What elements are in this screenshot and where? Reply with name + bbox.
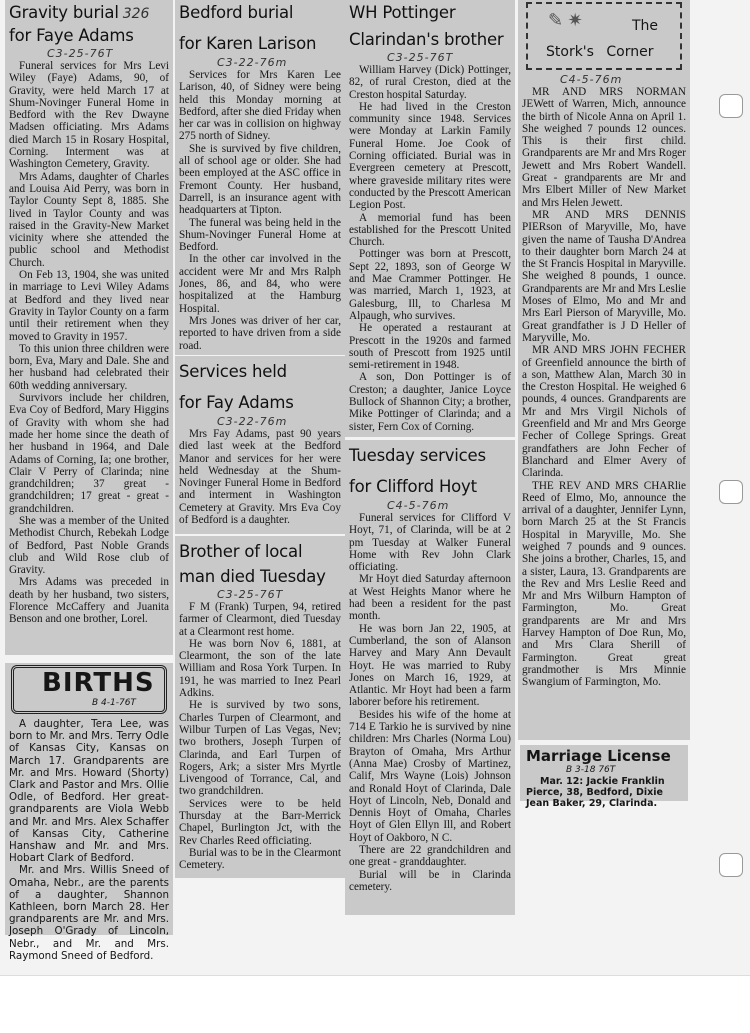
article-body [179, 428, 341, 526]
paragraph: Mr. and Mrs. Willis Sneed of Omaha, Nebr., are the parents of a daughter, Shannon Kathleen, born March 28. Her grandparents are Mr. and Mrs. Joseph O'Grady of Lincoln, Nebr., and Mr. and Mrs. Raymond Sneed of Bedford. [9, 864, 169, 962]
paragraph: Burial was to be in the Clearmont Cemetery. [179, 846, 341, 872]
article-faye-adams-burial [5, 0, 173, 655]
paragraph: He was born Nov 6, 1881, at Clearmont, the son of the late William and Rosa York Turpen. In 191, he was married to Inez Pearl Adkins. [179, 637, 341, 700]
paragraph: Mrs Jones was driver of her car, reported to have driven from a side road. [179, 314, 341, 352]
headline-line: Clarindan's brother [349, 30, 504, 49]
headline-line: for Faye Adams [9, 26, 134, 45]
paragraph: He is survived by two sons, Charles Turpen of Clearmont, and Wilbur Turpen of Las Vegas, Nev; two brothers, Joseph Turpen of Clarinda, and Earl Turpen of Rogers, Ark; a sister Mrs Myrtle Livengood of Torrance, Cal, and two grandchildren. [179, 699, 341, 798]
handwritten-date: C3-25-76T [217, 588, 284, 601]
article-body [179, 69, 341, 352]
births-banner [11, 665, 167, 714]
paragraph: MR AND MRS DENNIS PIERson of Maryville, Mo, have given the name of Tausha D'Andrea to their daughter born March 24 at the St Francis Hospital in Maryville. She weighed 8 pounds, 1 ounce. Grandparents are Mr and Mrs Leslie Moses of Elmo, Mo and Mr and Mrs Earl Pierson of Maryville, Mo. Great grandfather is J D Heller of Maryville, Mo. [522, 208, 686, 344]
article-body [522, 86, 686, 689]
paragraph: In the other car involved in the accident were Mr and Mrs Ralph Jones, 86, and 84, who were hospitalized at the Hamburg Hospital. [179, 253, 341, 315]
paragraph: Besides his wife of the home at 714 E Tarkio he is survived by nine children: Mrs Charles (Norma Lou) Brayton of Omaha, Mrs Arthur (Anna Mae) Crosby of Martinez, Calif, Mrs Wayne (Lois) Johnson and Ronald Hoyt of Clarinda, Dale Hoyt of Lincoln, Neb, Donald and Dennis Hoyt of Omaha, Charles Hoyt of Glen Ellyn Ill, and Robert Hoyt of Oakboro, N C. [349, 708, 511, 844]
births-title: BIRTHS [42, 668, 155, 698]
paragraph: Services for Mrs Karen Lee Larison, 40, of Sidney were being held this Monday morning at Bedford, after she died Friday when her car was in collision on highway 275 north of Sidney. [179, 69, 341, 143]
paragraph: Survivors include her children, Eva Coy of Bedford, Mary Higgins of Gravity with whom she had made her home since the death of her husband in 1964, and Dale Adams of Corning, Ia; one brother, Clair V Perry of Clarinda; nine grandchildren; 37 great - grandchildren; 17 great - great - grandchildren. [9, 392, 169, 515]
paragraph: She was a member of the United Methodist Church, Rebekah Lodge of Bedford, Past Noble Grands club and Wild Rose club of Gravity. [9, 514, 169, 577]
paragraph: He was born Jan 22, 1905, at Cumberland, the son of Alanson Harvey and Mary Ann Devault Hoyt. He was married to Ruby Jones on March 16, 1929, at Atlantic. Mr Hoyt had been a farm laborer before his retirement. [349, 622, 511, 709]
paragraph: He had lived in the Creston community since 1948. Services were Monday at Larkin Family Funeral Home. Joe Cook of Corning officiated. Burial was in Evergreen cemetery at Prescott, where graveside military rites were conducted by the Prescott American Legion Post. [349, 100, 511, 212]
paragraph: Services were to be held Thursday at the Barr-Merrick Chapel, Burlington Jct, with the Rev Charles Reed officiating. [179, 797, 341, 847]
paragraph: She is survived by five children, all of school age or older. She had been employed at the ASC office in Fremont County. Her husband, Darrell, is an insurance agent with headquarters at Tipton. [179, 142, 341, 217]
headline-line: Gravity burial [9, 3, 119, 22]
marriage-license-title: Marriage License [526, 747, 671, 765]
punch-hole [719, 853, 743, 877]
article-wh-pottinger [345, 0, 515, 437]
paragraph: Funeral services for Clifford V Hoyt, 71, of Clarinda, will be at 2 pm Tuesday at Walker Funeral Home with Rev John Clark officiating. [349, 512, 511, 574]
article-body [349, 512, 511, 893]
paragraph: There are 22 grandchildren and one great - granddaughter. [349, 844, 511, 869]
paragraph: On Feb 13, 1904, she was united in marriage to Levi Wiley Adams at Bedford and they lived near Gravity in Taylor County on a farm until their retirement when they moved to Gravity in 1957. [9, 269, 169, 343]
storks-corner-column [518, 0, 690, 740]
paragraph: Pottinger was born at Prescott, Sept 22, 1893, son of George W and Mae Crammer Pottinger. He was married, March 1, 1923, at Galesburg, Ill, to Charlesa M Alpaugh, who survives. [349, 248, 511, 322]
headline-line: Services held [179, 362, 287, 381]
article-fay-adams-services [175, 356, 345, 534]
paragraph: F M (Frank) Turpen, 94, retired farmer of Clearmont, died Tuesday at a Clearmont rest home. [179, 601, 341, 638]
headline-line: WH Pottinger [349, 3, 456, 22]
headline-line: Bedford burial [179, 3, 294, 22]
handwritten-date: C3-25-76T [47, 47, 114, 60]
punch-hole [719, 94, 743, 118]
handwritten-date: C4-5-76m [387, 499, 450, 512]
headline-line: for Clifford Hoyt [349, 477, 477, 496]
headline-line: man died Tuesday [179, 567, 326, 586]
paragraph: MR AND MRS NORMAN JEWett of Warren, Mich, announce the birth of Nicole Anna on April 1. She weighed 7 pounds 12 ounces. This is their first child. Grandparents are Mr and Mrs Roger Jewett and Mrs Robert Wandell. Great - grandparents are Mr and Mrs Elbert Miller of New Market and Mrs Helen Jewett. [522, 86, 686, 209]
marriage-license-entry: Mar. 12: Jackie Franklin Pierce, 38, Bedford, Dixie Jean Baker, 29, Clarinda. [526, 776, 665, 809]
banner-word: The [631, 18, 658, 34]
storks-corner-banner [526, 2, 682, 70]
marriage-license-notice [520, 745, 688, 809]
handwritten-date: B 4-1-76T [92, 698, 136, 708]
paragraph: William Harvey (Dick) Pottinger, 82, of rural Creston, died at the Creston hospital Saturday. [349, 64, 511, 101]
paragraph: Mrs Adams, daughter of Charles and Louisa Aid Perry, was born in Taylor County Sept 8, 1885. She lived in Taylor County and was raised in the Gravity-New Market vicinity where she attended the public school and Methodist Church. [9, 170, 169, 269]
handwritten-date: C3-22-76m [217, 415, 288, 428]
paragraph: Mrs Fay Adams, past 90 years died last week at the Bedford Manor and services for her were held Wednesday at the Shum-Novinger Funeral Home in Bedford and interment in Washington Cemetery at Gravity. Mrs Eva Coy of Bedford is a daughter. [179, 428, 341, 527]
headline-line: for Karen Larison [179, 34, 317, 53]
handwritten-date: C4-5-76m [560, 73, 623, 86]
punch-hole [719, 480, 743, 504]
headline-row [9, 2, 169, 24]
paragraph: The funeral was being held in the Shum-Novinger Funeral Home at Bedford. [179, 216, 341, 254]
births-column [5, 663, 173, 962]
paragraph: THE REV AND MRS CHARlie Reed of Elmo, Mo, announce the arrival of a daughter, Jennifer Lynn, born March 25 at the St Francis Hospital in Maryville, Mo. She weighed 7 pounds and 9 ounces. She joins a brother, Charles, 15, and a sister, Laura, 13. Grandparents are the Rev and Mrs Leslie Reed and Mr and Mrs Wilburn Hampton of Farmington, Mo. Great grandparents are Mr and Mrs Harvey Hampton of Doe Run, Mo, and Mrs Clara Sherill of Farmington. Great great grandmother is Mrs Minnie Swangium of Farmington, Mo. [522, 479, 686, 689]
handwritten-date: C3-25-76T [387, 51, 454, 64]
handwritten-page-number: 326 [122, 6, 150, 22]
headline-line: Brother of local [179, 542, 303, 561]
article-body [349, 64, 511, 433]
paragraph: He operated a restaurant at Prescott in the 1920s and farmed south of Prescott from 1925 until semi-retirement in 1948. [349, 322, 511, 372]
paragraph: Funeral services for Mrs Levi Wiley (Faye) Adams, 90, of Gravity, were held March 17 at Shum-Novinger Funeral Home in Bedford with the Rev Dwayne Madsen officiating. Mrs Adams died March 15 in Rosary Hospital, Corning. Interment was at Washington Cemetery, Gravity. [9, 60, 169, 171]
stork-doodle-icon: ✎ ✷ [548, 10, 583, 30]
banner-title: Stork's Corner [546, 44, 654, 60]
article-body [179, 601, 341, 872]
paragraph: A memorial fund has been established for the Prescott United Church. [349, 211, 511, 249]
article-clifford-hoyt [345, 440, 515, 915]
article-karen-larison [175, 0, 345, 355]
paragraph: A daughter, Tera Lee, was born to Mr. and Mrs. Terry Odle of Kansas City, Kansas on March 17. Grandparents are Mr. and Mrs. Howard (Shorty) Clark and Pastor and Mrs. Ollie Odle, of Bedford. Her great-grandparents are Viola Webb and Mr. and Mrs. Alex Schaffer of Kansas City, Catherine Hanshaw and Mr. and Mrs. Hobart Clark of Bedford. [9, 718, 169, 865]
handwritten-date: C3-22-76m [217, 56, 288, 69]
handwritten-date: B 3-18 76T [566, 765, 616, 775]
headline-line: Tuesday services [349, 446, 486, 465]
paragraph: To this union three children were born, Eva, Mary and Dale. She and her husband had celebrated their 60th wedding anniversary. [9, 342, 169, 392]
paragraph: Mrs Adams was preceded in death by her husband, two sisters, Florence McCaffery and Juanita Benson and one brother, Lorel. [9, 576, 169, 626]
births-body [9, 718, 169, 962]
article-frank-turpen [175, 536, 345, 878]
headline-line: for Fay Adams [179, 393, 294, 412]
paragraph: A son, Don Pottinger is of Creston; a daughter, Janice Loyce Bullock of Shannon City; a brother, Mike Pottinger of Clarinda; and a sister, Fern Cox of Corning. [349, 371, 511, 433]
article-body [9, 60, 169, 626]
paragraph: Mr Hoyt died Saturday afternoon at West Heights Manor where he had been a resident for the past month. [349, 573, 511, 623]
paragraph: MR AND MRS JOHN FECHER of Greenfield announce the birth of a son, Matthew Alan, March 30 in the Creston Hospital. He weighed 6 pounds, 4 ounces. Grandparents are Mr and Mrs Virgil Nichols of Greenfield and Mr and Mrs George Fecher of College Springs. Great grandfathers are John Fecher of Blanchard and Elmer Avery of Clarinda. [522, 344, 686, 480]
paragraph: Burial will be in Clarinda cemetery. [349, 868, 511, 893]
